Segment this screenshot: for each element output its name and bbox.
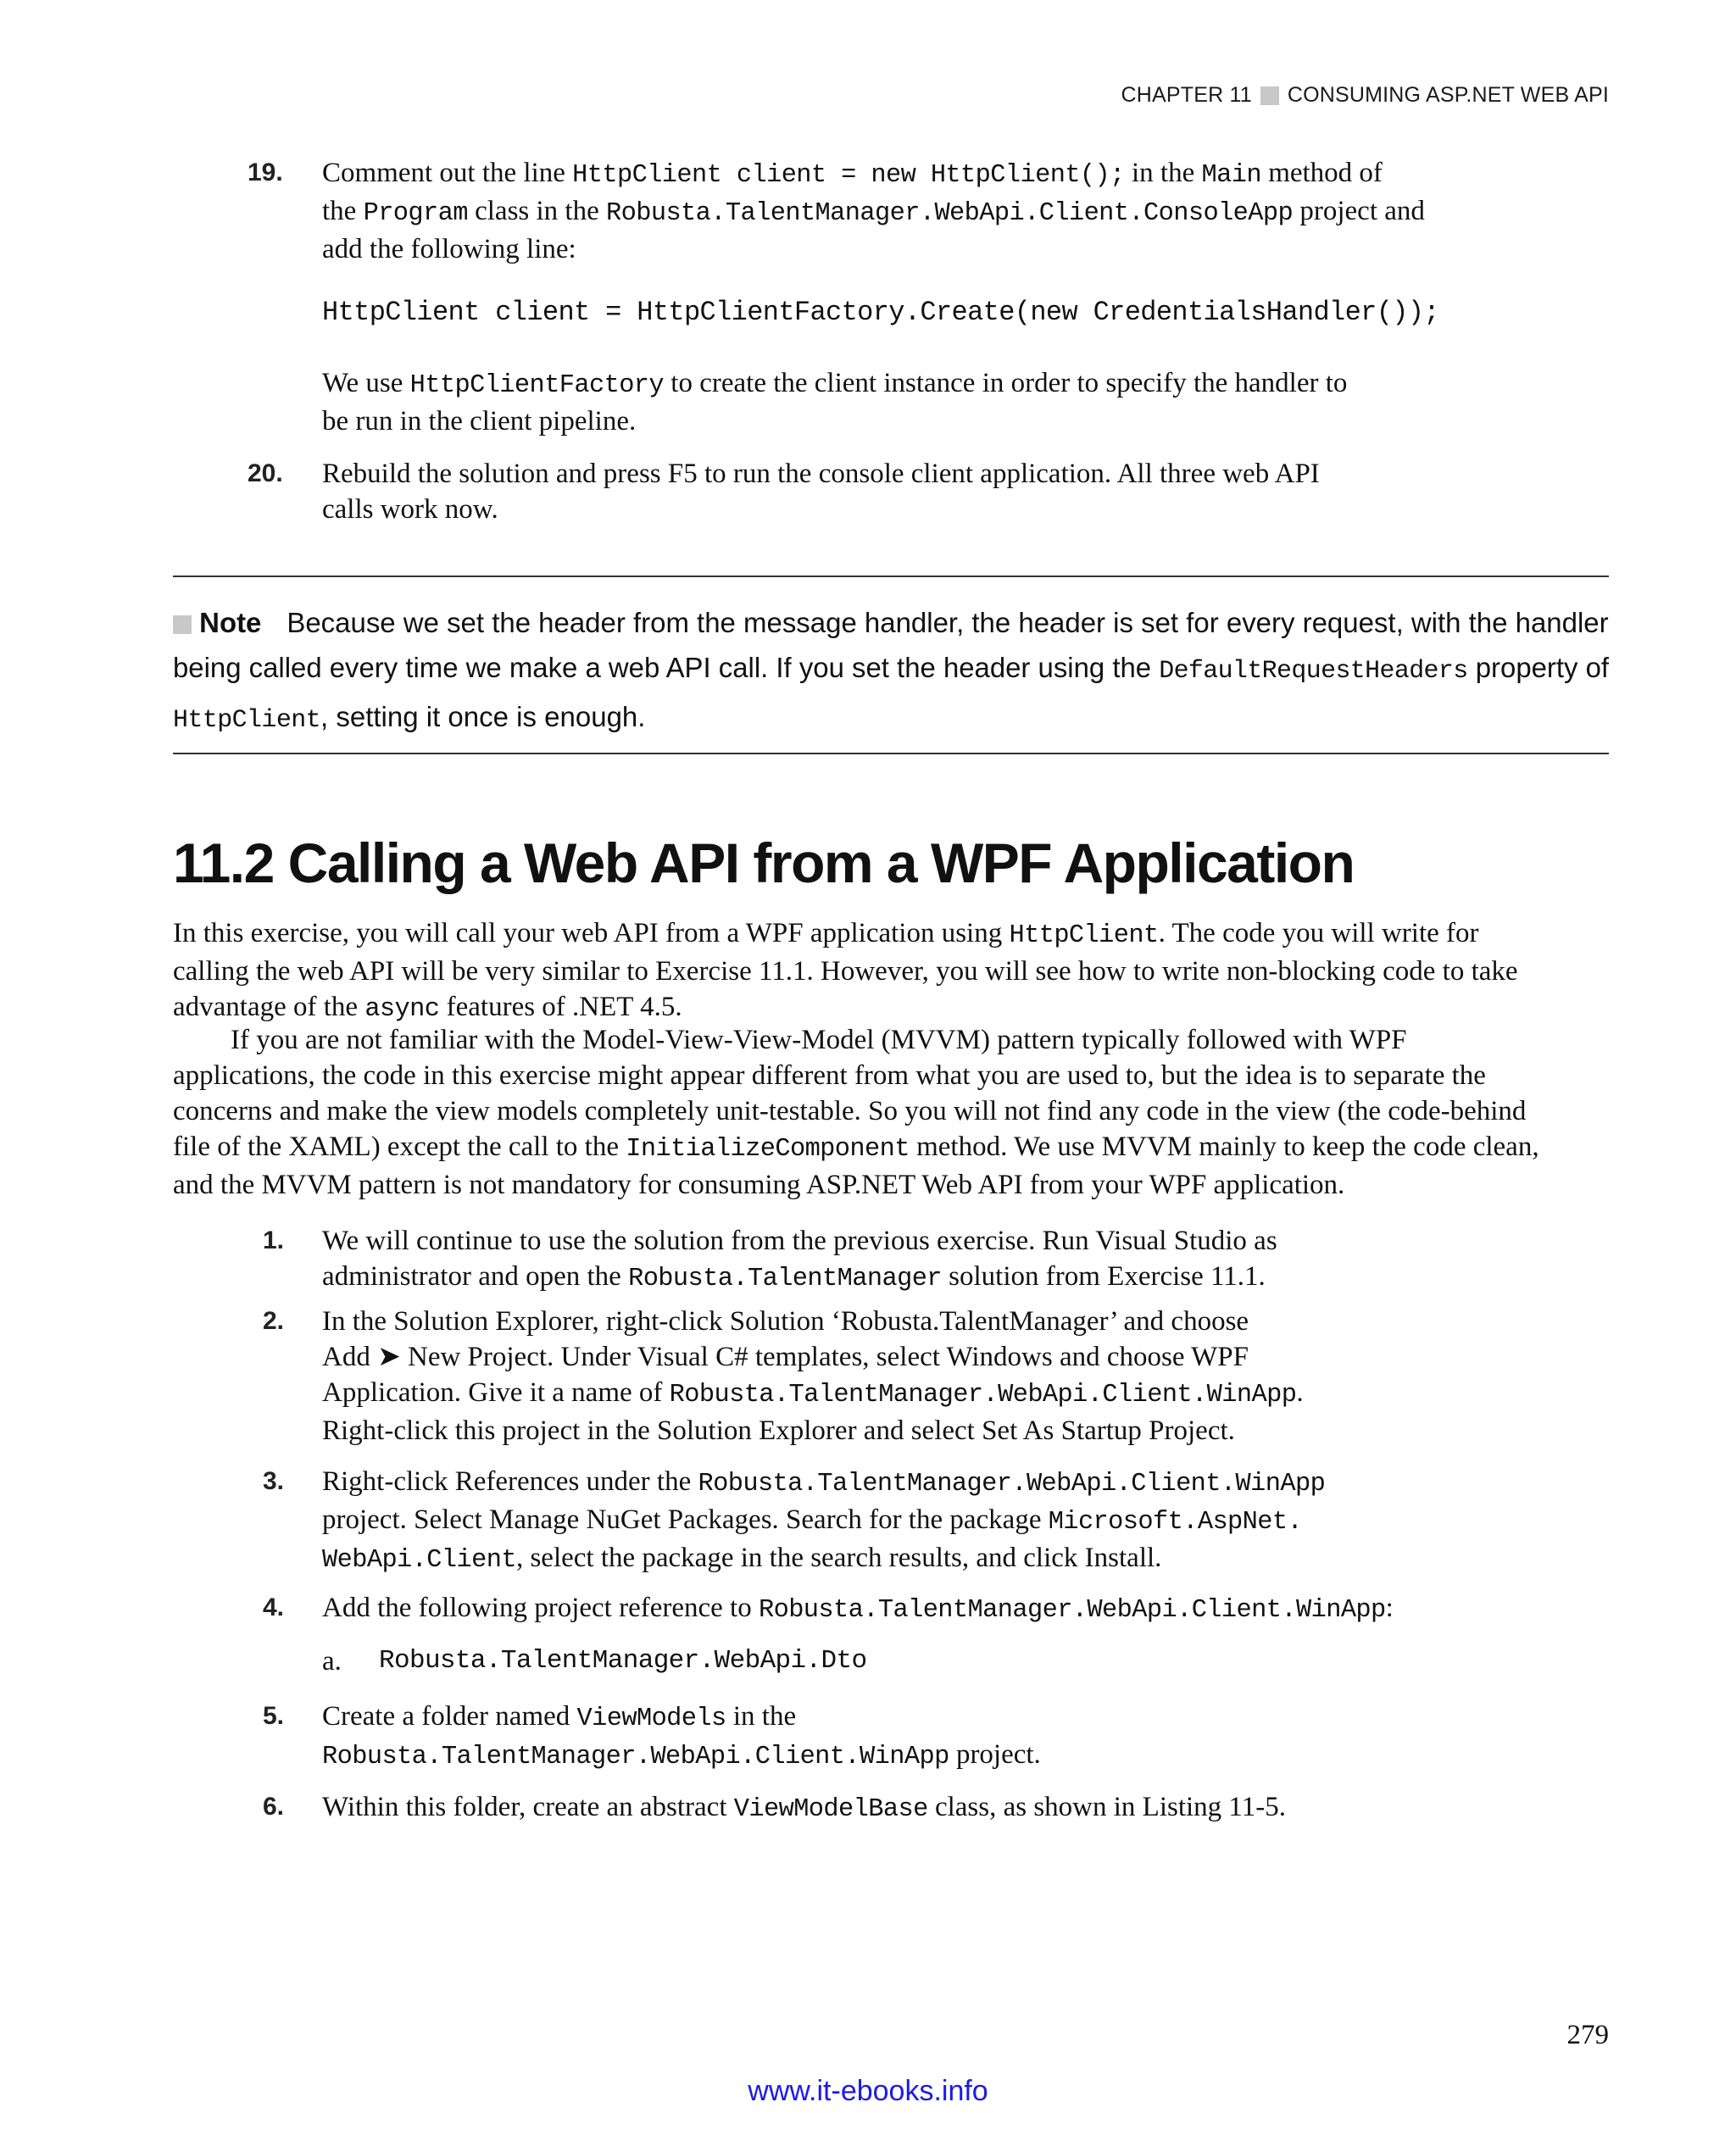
step-2-text — [322, 1304, 1441, 1449]
chapter-label: CHAPTER 11 — [1121, 83, 1252, 107]
section-paragraph-2 — [173, 1022, 1609, 1203]
note-line-3-code-0: HttpClient — [173, 706, 321, 735]
step-6-text — [322, 1789, 1441, 1827]
step-4-number: 4. — [263, 1593, 285, 1621]
step-2-text-line-2-text-0: Add ➤ New Project. Under Visual C# templates, select Windows and choose WPF — [322, 1342, 1249, 1372]
running-header — [1121, 83, 1609, 108]
step-4-text-line-1 — [322, 1590, 1441, 1628]
step-6-text-line-1-text-0: Within this folder, create an abstract — [322, 1792, 734, 1822]
step-20-text — [322, 456, 1441, 527]
step-6-number: 6. — [263, 1793, 285, 1821]
step-19-explanation-line-1-code-1: HttpClientFactory — [409, 371, 665, 400]
step-3-text-line-1 — [322, 1464, 1441, 1502]
step-19-text — [322, 155, 1441, 267]
step-1-text-line-2-text-0: administrator and open the — [322, 1261, 629, 1292]
step-2-text-line-1-text-0: In the Solution Explorer, right-click Solution ‘Robusta.TalentManager’ and choose — [322, 1306, 1249, 1337]
step-3-text-line-1-code-1: Robusta.TalentManager.WebApi.Client.WinApp — [698, 1470, 1326, 1499]
step-2-number: 2. — [263, 1307, 285, 1335]
step-4-sub-code: Robusta.TalentManager.WebApi.Dto — [379, 1646, 867, 1676]
note-line-2 — [173, 645, 1609, 694]
section-paragraph-2-line-4-text-0: file of the XAML) except the call to the — [173, 1132, 626, 1162]
step-3-text-line-3 — [322, 1540, 1441, 1578]
step-1-text-line-2 — [322, 1259, 1441, 1297]
step-2-text-line-3-text-2: . — [1296, 1377, 1304, 1408]
note-top-rule — [173, 576, 1609, 577]
step-19-explanation-line-1 — [322, 365, 1441, 403]
step-19-text-line-2-text-2: class in the — [467, 196, 606, 226]
step-19-text-line-2 — [322, 193, 1441, 231]
section-paragraph-2-line-1-text-0: If you are not familiar with the Model-View-View-Model (MVVM) pattern typically followed with WPF — [231, 1025, 1407, 1055]
section-paragraph-1-line-3-text-0: advantage of the — [173, 992, 365, 1022]
step-2-text-line-3-text-0: Application. Give it a name of — [322, 1377, 670, 1408]
step-3-text-line-1-text-0: Right-click References under the — [322, 1466, 698, 1497]
section-paragraph-2-line-4-text-2: method. We use MVVM mainly to keep the code clean, — [909, 1132, 1539, 1162]
step-19-text-line-1-text-4: method of — [1260, 158, 1383, 188]
step-3-text-line-2-code-1: Microsoft.AspNet. — [1048, 1508, 1303, 1537]
step-19-text-line-1-text-0: Comment out the line — [322, 158, 573, 188]
step-5-text-line-2-code-0: Robusta.TalentManager.WebApi.Client.WinApp — [322, 1743, 949, 1771]
note-bottom-rule — [173, 753, 1609, 754]
section-paragraph-1 — [173, 915, 1609, 1027]
step-3-text — [322, 1464, 1441, 1578]
step-3-text-line-3-code-0: WebApi.Client — [322, 1546, 516, 1575]
step-3-number: 3. — [263, 1467, 285, 1495]
section-paragraph-1-line-1 — [173, 915, 1609, 954]
note-line-2-text-0: being called every time we make a web API call. If you set the header using the — [173, 652, 1160, 683]
section-paragraph-1-line-1-text-2: . The code you will write for — [1158, 918, 1479, 948]
step-5-text-line-2-text-1: project. — [949, 1739, 1041, 1770]
section-paragraph-2-line-1 — [173, 1022, 1609, 1058]
note-line-2-code-1: DefaultRequestHeaders — [1159, 657, 1468, 686]
step-19-code: HttpClient client = HttpClientFactory.Create(new CredentialsHandler()); — [322, 297, 1439, 328]
step-3-text-line-2 — [322, 1502, 1441, 1540]
step-20-text-line-2 — [322, 492, 1441, 527]
step-19-text-line-2-text-4: project and — [1293, 196, 1425, 226]
step-6-text-line-1-code-1: ViewModelBase — [733, 1795, 928, 1824]
step-19-number: 19. — [248, 158, 283, 186]
step-19-text-line-1-text-2: in the — [1124, 158, 1202, 188]
step-1-text-line-2-code-1: Robusta.TalentManager — [628, 1265, 942, 1293]
step-3-text-line-2-text-0: project. Select Manage NuGet Packages. Search for the package — [322, 1504, 1049, 1535]
step-5-text-line-1-text-2: in the — [726, 1701, 797, 1732]
step-4-text — [322, 1590, 1441, 1628]
section-paragraph-2-line-4 — [173, 1129, 1609, 1167]
section-paragraph-2-line-4-code-1: InitializeComponent — [626, 1135, 910, 1164]
step-19-text-line-1 — [322, 155, 1441, 193]
note-line-3 — [173, 694, 1609, 743]
section-paragraph-2-line-2-text-0: applications, the code in this exercise might appear different from what you are used to, but the idea is to separate the — [173, 1060, 1486, 1091]
section-paragraph-2-line-3 — [173, 1093, 1609, 1129]
step-2-text-line-3-code-1: Robusta.TalentManager.WebApi.Client.WinApp — [669, 1381, 1297, 1410]
step-19-explanation-line-1-text-2: to create the client instance in order to specify the handler to — [664, 368, 1348, 398]
step-19-explanation-line-2 — [322, 403, 1441, 439]
note-line-2-text-2: property of — [1467, 652, 1610, 683]
step-2-text-line-4 — [322, 1413, 1441, 1449]
step-4-text-line-1-text-2: : — [1385, 1593, 1394, 1623]
step-20-text-line-1 — [322, 456, 1441, 492]
step-19-explanation-line-1-text-0: We use — [322, 368, 410, 398]
step-20-number: 20. — [248, 459, 283, 487]
step-19-text-line-3 — [322, 231, 1441, 267]
step-1-text — [322, 1223, 1441, 1297]
note-line-3-text-1: , setting it once is enough. — [320, 701, 646, 732]
step-4-text-line-1-text-0: Add the following project reference to — [322, 1593, 759, 1623]
step-5-text-line-1-text-0: Create a folder named — [322, 1701, 577, 1732]
step-1-number: 1. — [263, 1226, 285, 1254]
step-19-text-line-2-code-1: Program — [363, 199, 468, 228]
step-3-text-line-3-text-1: , select the package in the search results, and click Install. — [515, 1543, 1162, 1573]
separator-square-icon — [1260, 86, 1279, 105]
section-paragraph-1-line-3-text-2: features of .NET 4.5. — [439, 992, 682, 1022]
note-label: Note — [199, 607, 262, 638]
section-paragraph-2-line-5 — [173, 1167, 1609, 1203]
section-paragraph-2-line-2 — [173, 1058, 1609, 1093]
step-2-text-line-1 — [322, 1304, 1441, 1339]
step-19-explanation — [322, 365, 1441, 439]
note-line-1 — [173, 600, 1609, 645]
step-5-text — [322, 1699, 1441, 1775]
note-line-1-text-text-0: Because we set the header from the message handler, the header is set for every request, with the handler — [287, 607, 1609, 638]
step-1-text-line-2-text-2: solution from Exercise 11.1. — [941, 1261, 1266, 1292]
step-5-text-line-2 — [322, 1737, 1441, 1775]
step-6-text-line-1-text-2: class, as shown in Listing 11-5. — [927, 1792, 1286, 1822]
section-paragraph-1-line-1-code-1: HttpClient — [1009, 921, 1159, 950]
step-19-text-line-3-text-0: add the following line: — [322, 234, 576, 264]
section-paragraph-2-line-3-text-0: concerns and make the view models completely unit-testable. So you will not find any code in the view (the code-behind — [173, 1096, 1527, 1126]
step-19-text-line-1-code-3: Main — [1201, 161, 1261, 190]
note-line-1-text — [287, 607, 1608, 638]
note-square-icon — [173, 615, 192, 634]
step-5-text-line-1-code-1: ViewModels — [576, 1704, 726, 1733]
step-2-text-line-3 — [322, 1375, 1441, 1413]
step-19-explanation-line-2-text-0: be run in the client pipeline. — [322, 406, 637, 437]
step-1-text-line-1 — [322, 1223, 1441, 1259]
step-2-text-line-4-text-0: Right-click this project in the Solution Explorer and select Set As Startup Project. — [322, 1415, 1235, 1446]
chapter-title: CONSUMING ASP.NET WEB API — [1287, 83, 1609, 107]
step-19-text-line-2-text-0: the — [322, 196, 364, 226]
section-paragraph-1-line-3-code-1: async — [364, 995, 440, 1024]
step-19-text-line-1-code-1: HttpClient client = new HttpClient(); — [572, 161, 1125, 190]
section-paragraph-1-line-1-text-0: In this exercise, you will call your web API from a WPF application using — [173, 918, 1010, 948]
step-5-number: 5. — [263, 1702, 285, 1730]
step-20-text-line-1-text-0: Rebuild the solution and press F5 to run the console client application. All three web API — [322, 459, 1320, 489]
page-number: 279 — [1566, 2020, 1609, 2050]
step-4-text-line-1-code-1: Robusta.TalentManager.WebApi.Client.WinApp — [758, 1596, 1386, 1625]
step-6-text-line-1 — [322, 1789, 1441, 1827]
step-19-text-line-2-code-3: Robusta.TalentManager.WebApi.Client.ConsoleApp — [606, 199, 1294, 228]
section-paragraph-1-line-2-text-0: calling the web API will be very similar to Exercise 11.1. However, you will see how to write non-blocking code to take — [173, 956, 1518, 987]
step-1-text-line-1-text-0: We will continue to use the solution from the previous exercise. Run Visual Studio as — [322, 1226, 1277, 1256]
section-title: 11.2 Calling a Web API from a WPF Application — [173, 831, 1355, 894]
step-20-text-line-2-text-0: calls work now. — [322, 494, 498, 525]
step-4-sub-label: a. — [322, 1646, 342, 1677]
section-paragraph-2-line-5-text-0: and the MVVM pattern is not mandatory for consuming ASP.NET Web API from your WPF application. — [173, 1170, 1345, 1200]
footer-link[interactable]: www.it-ebooks.info — [748, 2075, 988, 2107]
step-5-text-line-1 — [322, 1699, 1441, 1737]
note-box — [173, 600, 1609, 743]
step-2-text-line-2 — [322, 1339, 1441, 1375]
section-paragraph-1-line-2 — [173, 954, 1609, 989]
